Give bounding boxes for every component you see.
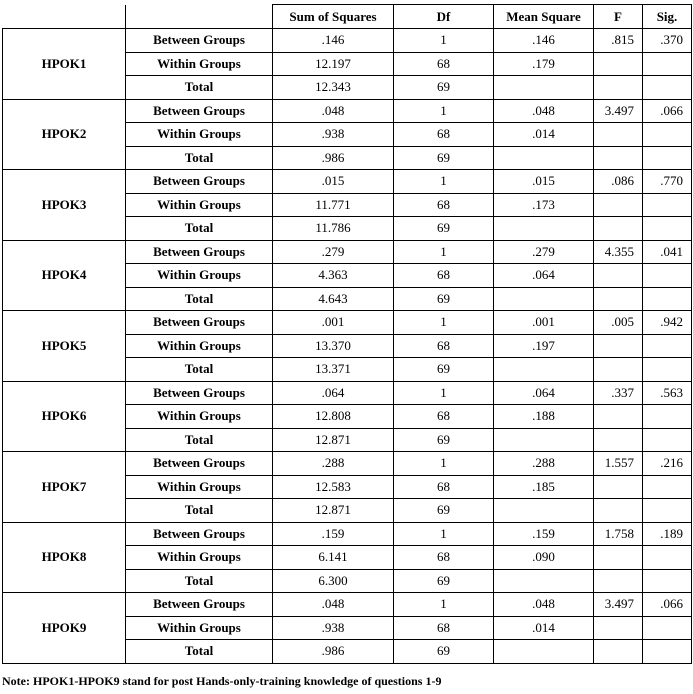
sig-cell: .770 (643, 170, 692, 194)
df-cell: 69 (394, 358, 494, 382)
source-label: Between Groups (126, 381, 273, 405)
df-cell: 1 (394, 522, 494, 546)
header-df: Df (394, 5, 494, 29)
f-cell: 1.758 (594, 522, 643, 546)
df-cell: 1 (394, 99, 494, 123)
sig-cell (643, 123, 692, 147)
sum-of-squares-cell: 12.871 (273, 499, 394, 523)
sig-cell (643, 499, 692, 523)
sum-of-squares-cell: 11.771 (273, 193, 394, 217)
mean-square-cell: .197 (494, 334, 594, 358)
source-label: Total (126, 499, 273, 523)
sig-cell: .216 (643, 452, 692, 476)
sig-cell (643, 475, 692, 499)
f-cell: .086 (594, 170, 643, 194)
sum-of-squares-cell: 6.141 (273, 546, 394, 570)
f-cell: .005 (594, 311, 643, 335)
df-cell: 69 (394, 499, 494, 523)
df-cell: 1 (394, 170, 494, 194)
mean-square-cell: .048 (494, 99, 594, 123)
df-cell: 69 (394, 76, 494, 100)
sig-cell: .066 (643, 99, 692, 123)
f-cell (594, 405, 643, 429)
sum-of-squares-cell: .048 (273, 593, 394, 617)
f-cell (594, 76, 643, 100)
sig-cell (643, 52, 692, 76)
mean-square-cell: .001 (494, 311, 594, 335)
mean-square-cell (494, 287, 594, 311)
source-label: Within Groups (126, 546, 273, 570)
f-cell (594, 334, 643, 358)
source-label: Within Groups (126, 123, 273, 147)
df-cell: 68 (394, 334, 494, 358)
df-cell: 69 (394, 146, 494, 170)
sig-cell (643, 405, 692, 429)
source-label: Total (126, 146, 273, 170)
source-label: Within Groups (126, 405, 273, 429)
f-cell (594, 52, 643, 76)
header-blank-source (126, 5, 273, 29)
source-label: Total (126, 428, 273, 452)
table-row (3, 452, 692, 476)
f-cell (594, 616, 643, 640)
sum-of-squares-cell: 12.197 (273, 52, 394, 76)
sig-cell (643, 640, 692, 664)
df-cell: 68 (394, 475, 494, 499)
mean-square-cell (494, 569, 594, 593)
df-cell: 68 (394, 123, 494, 147)
table-row (3, 311, 692, 335)
f-cell (594, 264, 643, 288)
f-cell: 3.497 (594, 593, 643, 617)
sum-of-squares-cell: .001 (273, 311, 394, 335)
mean-square-cell: .014 (494, 616, 594, 640)
table-body (3, 29, 692, 664)
df-cell: 68 (394, 405, 494, 429)
df-cell: 68 (394, 193, 494, 217)
source-label: Between Groups (126, 29, 273, 53)
sig-cell (643, 428, 692, 452)
header-mean-square: Mean Square (494, 5, 594, 29)
header-blank-group (3, 5, 126, 29)
sum-of-squares-cell: .064 (273, 381, 394, 405)
f-cell: .337 (594, 381, 643, 405)
sum-of-squares-cell: 12.871 (273, 428, 394, 452)
table-row (3, 240, 692, 264)
df-cell: 1 (394, 381, 494, 405)
mean-square-cell: .015 (494, 170, 594, 194)
df-cell: 68 (394, 52, 494, 76)
df-cell: 1 (394, 593, 494, 617)
df-cell: 69 (394, 640, 494, 664)
source-label: Between Groups (126, 522, 273, 546)
sig-cell (643, 546, 692, 570)
sum-of-squares-cell: 4.643 (273, 287, 394, 311)
source-label: Within Groups (126, 616, 273, 640)
header-sum-of-squares: Sum of Squares (273, 5, 394, 29)
mean-square-cell: .090 (494, 546, 594, 570)
df-cell: 68 (394, 616, 494, 640)
header-row (3, 5, 692, 29)
mean-square-cell (494, 428, 594, 452)
source-label: Between Groups (126, 99, 273, 123)
mean-square-cell: .179 (494, 52, 594, 76)
group-label: HPOK5 (3, 311, 126, 382)
group-label: HPOK2 (3, 99, 126, 170)
source-label: Between Groups (126, 452, 273, 476)
anova-table (2, 4, 692, 664)
f-cell: .815 (594, 29, 643, 53)
sum-of-squares-cell: .986 (273, 640, 394, 664)
table-row (3, 593, 692, 617)
sig-cell (643, 76, 692, 100)
group-label: HPOK7 (3, 452, 126, 523)
sum-of-squares-cell: 12.343 (273, 76, 394, 100)
table-row (3, 170, 692, 194)
source-label: Within Groups (126, 193, 273, 217)
df-cell: 1 (394, 240, 494, 264)
sig-cell (643, 146, 692, 170)
group-label: HPOK3 (3, 170, 126, 241)
source-label: Between Groups (126, 170, 273, 194)
sum-of-squares-cell: .986 (273, 146, 394, 170)
f-cell (594, 287, 643, 311)
f-cell (594, 358, 643, 382)
mean-square-cell: .146 (494, 29, 594, 53)
sig-cell: .942 (643, 311, 692, 335)
sig-cell (643, 193, 692, 217)
source-label: Between Groups (126, 593, 273, 617)
table-note: Note: HPOK1-HPOK9 stand for post Hands-only-training knowledge of questions 1-9 (2, 674, 442, 688)
sum-of-squares-cell: .279 (273, 240, 394, 264)
source-label: Within Groups (126, 334, 273, 358)
f-cell (594, 193, 643, 217)
df-cell: 1 (394, 452, 494, 476)
mean-square-cell (494, 146, 594, 170)
sig-cell (643, 358, 692, 382)
sum-of-squares-cell: 11.786 (273, 217, 394, 241)
df-cell: 69 (394, 217, 494, 241)
header-f: F (594, 5, 643, 29)
f-cell: 1.557 (594, 452, 643, 476)
mean-square-cell: .188 (494, 405, 594, 429)
group-label: HPOK8 (3, 522, 126, 593)
source-label: Within Groups (126, 264, 273, 288)
f-cell (594, 475, 643, 499)
sum-of-squares-cell: .015 (273, 170, 394, 194)
sig-cell: .066 (643, 593, 692, 617)
f-cell (594, 569, 643, 593)
mean-square-cell: .185 (494, 475, 594, 499)
mean-square-cell: .014 (494, 123, 594, 147)
sum-of-squares-cell: .048 (273, 99, 394, 123)
sum-of-squares-cell: .288 (273, 452, 394, 476)
f-cell (594, 123, 643, 147)
mean-square-cell: .048 (494, 593, 594, 617)
f-cell: 3.497 (594, 99, 643, 123)
f-cell (594, 546, 643, 570)
source-label: Total (126, 76, 273, 100)
group-label: HPOK4 (3, 240, 126, 311)
mean-square-cell: .159 (494, 522, 594, 546)
table-row (3, 99, 692, 123)
df-cell: 69 (394, 569, 494, 593)
mean-square-cell (494, 499, 594, 523)
group-label: HPOK1 (3, 29, 126, 100)
sig-cell: .189 (643, 522, 692, 546)
sum-of-squares-cell: 12.583 (273, 475, 394, 499)
mean-square-cell: .279 (494, 240, 594, 264)
source-label: Total (126, 569, 273, 593)
sig-cell: .563 (643, 381, 692, 405)
df-cell: 68 (394, 264, 494, 288)
source-label: Total (126, 358, 273, 382)
source-label: Total (126, 287, 273, 311)
sig-cell: .041 (643, 240, 692, 264)
source-label: Total (126, 640, 273, 664)
sum-of-squares-cell: .159 (273, 522, 394, 546)
mean-square-cell (494, 76, 594, 100)
source-label: Between Groups (126, 240, 273, 264)
mean-square-cell: .064 (494, 381, 594, 405)
sum-of-squares-cell: 13.370 (273, 334, 394, 358)
sum-of-squares-cell: .146 (273, 29, 394, 53)
source-label: Between Groups (126, 311, 273, 335)
f-cell (594, 499, 643, 523)
sig-cell (643, 217, 692, 241)
group-label: HPOK6 (3, 381, 126, 452)
f-cell (594, 640, 643, 664)
mean-square-cell (494, 358, 594, 382)
f-cell (594, 217, 643, 241)
sum-of-squares-cell: 12.808 (273, 405, 394, 429)
sum-of-squares-cell: .938 (273, 123, 394, 147)
sum-of-squares-cell: 4.363 (273, 264, 394, 288)
df-cell: 69 (394, 428, 494, 452)
df-cell: 68 (394, 546, 494, 570)
df-cell: 1 (394, 29, 494, 53)
mean-square-cell (494, 640, 594, 664)
sum-of-squares-cell: .938 (273, 616, 394, 640)
sig-cell (643, 569, 692, 593)
table-row (3, 381, 692, 405)
f-cell (594, 146, 643, 170)
source-label: Within Groups (126, 475, 273, 499)
sum-of-squares-cell: 13.371 (273, 358, 394, 382)
group-label: HPOK9 (3, 593, 126, 664)
table-row (3, 29, 692, 53)
df-cell: 69 (394, 287, 494, 311)
f-cell: 4.355 (594, 240, 643, 264)
mean-square-cell: .064 (494, 264, 594, 288)
sig-cell (643, 287, 692, 311)
sig-cell (643, 334, 692, 358)
f-cell (594, 428, 643, 452)
header-sig: Sig. (643, 5, 692, 29)
sum-of-squares-cell: 6.300 (273, 569, 394, 593)
sig-cell (643, 264, 692, 288)
mean-square-cell (494, 217, 594, 241)
sig-cell: .370 (643, 29, 692, 53)
mean-square-cell: .173 (494, 193, 594, 217)
table-row (3, 522, 692, 546)
sig-cell (643, 616, 692, 640)
mean-square-cell: .288 (494, 452, 594, 476)
source-label: Total (126, 217, 273, 241)
source-label: Within Groups (126, 52, 273, 76)
df-cell: 1 (394, 311, 494, 335)
